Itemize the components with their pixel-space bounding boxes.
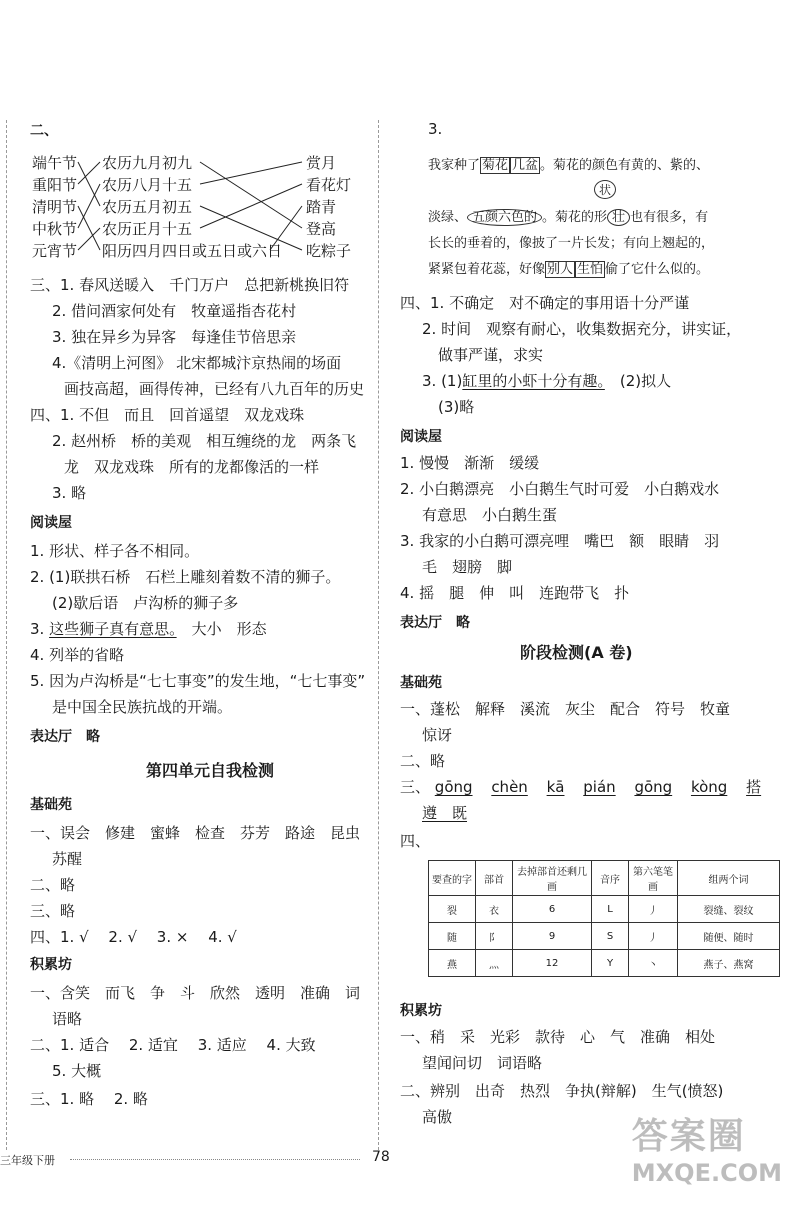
reading-r3 (30, 618, 267, 639)
reading-r4: 4. 列举的省略 (30, 646, 125, 664)
table-header-cell: 组两个词 (678, 861, 780, 896)
acc-q2a: 二、1. 适合 2. 适宜 3. 适应 4. 大致 (30, 1036, 316, 1054)
basics-heading-right: 基础苑 (400, 675, 442, 691)
r-s4-item3-pre: 3. (1) (422, 372, 463, 390)
r-reading-r2b: 有意思 小白鹅生蛋 (422, 506, 558, 524)
table-cell: L (592, 896, 629, 923)
pinyin-5: gōng (634, 778, 673, 796)
reading-r2a: 2. (1)联拱石桥 石栏上雕刻着数不清的狮子。 (30, 568, 341, 586)
match-left-2: 重阳节 (32, 176, 78, 194)
unit-q1a: 一、误会 修建 蜜蜂 检查 芬芳 路途 昆虫 (30, 824, 361, 842)
match-mid-3: 农历五月初五 (102, 198, 193, 216)
match-right-3: 踏青 (306, 198, 337, 216)
expression-hall-left: 表达厅 略 (30, 729, 100, 745)
r-reading-r2a: 2. 小白鹅漂亮 小白鹅生气时可爱 小白鹅戏水 (400, 480, 720, 498)
pinyin-2: chèn (491, 778, 528, 796)
page-number: 78 (372, 1149, 390, 1165)
passage-circle-zhuang: 壮 (607, 209, 630, 226)
passage-box-jipen: 几盆 (512, 158, 539, 173)
r-s4-item2b: 做事严谨，求实 (438, 346, 544, 364)
match-right-2: 看花灯 (306, 176, 352, 194)
passage-l1-pre: 我家种了 (428, 158, 481, 173)
passage-box-shengpa: 生怕 (577, 262, 604, 277)
section-2-heading: 二、 (30, 123, 58, 139)
match-right-1: 赏月 (306, 154, 337, 172)
reading-r2b: (2)歇后语 卢沟桥的狮子多 (52, 594, 239, 612)
unit-q4: 四、1. √ 2. √ 3. × 4. √ (30, 928, 237, 946)
passage-l2-post: 也有很多，有 (630, 210, 709, 225)
acc-q1a: 一、含笑 而飞 争 斗 欣然 透明 准确 词 (30, 984, 361, 1002)
stage-b4: 四、 (400, 832, 431, 850)
table-cell: 9 (513, 923, 592, 950)
s3-item4a: 4.《清明上河图》 北宋都城汴京热闹的场面 (52, 354, 342, 372)
match-left-4: 中秋节 (32, 220, 78, 238)
reading-r5b: 是中国全民族抗战的开端。 (52, 698, 233, 716)
table-header-cell: 要查的字 (429, 861, 476, 896)
pinyin-6: kòng (690, 778, 728, 796)
accumulation-heading-left: 积累坊 (30, 957, 72, 973)
unit-4-title: 第四单元自我检测 (146, 761, 275, 780)
table-row (429, 923, 780, 950)
q3-label: 3. (428, 120, 443, 138)
s4-item2b: 龙 双龙戏珠 所有的龙都像活的一样 (64, 458, 320, 476)
r-reading-r3a: 3. 我家的小白鹅可漂亮哩 嘴巴 额 眼睛 羽 (400, 532, 720, 550)
footer-grade: 三年级下册 (0, 1154, 55, 1167)
stage-b3-hanzi: 搭 (746, 778, 762, 796)
reading-r3-suffix: 大小 形态 (176, 620, 267, 638)
table-cell: Y (592, 950, 629, 977)
passage-l2-pre: 淡绿、 (428, 210, 468, 225)
reading-heading-left: 阅读屋 (30, 515, 72, 531)
r-s4-item3 (422, 370, 671, 391)
r-acc-k2a: 二、辨别 出奇 热烈 争执(辩解) 生气(愤怒) (400, 1082, 724, 1100)
expression-hall-right: 表达厅 略 (400, 615, 470, 631)
table-row (429, 950, 780, 977)
r-acc-k2b: 高傲 (422, 1108, 453, 1126)
r-s4-item3-post: (2)拟人 (604, 372, 672, 390)
r-acc-k1b: 望闻问切 词语略 (422, 1054, 543, 1072)
passage-line1 (428, 154, 709, 173)
passage-box-bieren: 别人 (547, 262, 574, 277)
table-cell: 6 (513, 896, 592, 923)
table-cell: 阝 (476, 923, 513, 950)
s3-item1: 三、1. 春风送暖入 千门万户 总把新桃换旧符 (30, 276, 350, 294)
table-cell: 丶 (629, 950, 678, 977)
pinyin-4: pián (583, 778, 616, 796)
center-divider-dash (378, 120, 379, 1150)
matching-lines (0, 0, 380, 270)
reading-heading-right: 阅读屋 (400, 429, 442, 445)
table-header-cell: 部首 (476, 861, 513, 896)
stage-b3-pre: 三、 (400, 778, 431, 796)
passage-line3: 长长的垂着的，像披了一片长发；有向上翘起的， (428, 236, 715, 251)
r-s4-item2a: 2. 时间 观察有耐心，收集数据充分，讲实证， (422, 320, 742, 338)
passage-l4-pre: 紧紧包着花蕊，好像 (428, 262, 546, 277)
unit-q3: 三、略 (30, 902, 76, 920)
stage-test-title: 阶段检测(A 卷) (520, 643, 633, 662)
match-right-4: 登高 (306, 220, 337, 238)
reading-r3-underlined: 这些狮子真有意思。 (49, 620, 177, 638)
s4-item1: 四、1. 不但 而且 回首遥望 双龙戏珠 (30, 406, 305, 424)
r-s4-item3-underlined: 缸里的小虾十分有趣。 (462, 372, 605, 390)
match-left-1: 端午节 (32, 154, 78, 172)
stage-b3b: 遵 既 (422, 804, 468, 822)
r-reading-r3b: 毛 翅膀 脚 (422, 558, 513, 576)
pinyin-1: gōng (434, 778, 473, 796)
watermark (632, 1108, 782, 1187)
s4-item3: 3. 略 (52, 484, 87, 502)
match-left-3: 清明节 (32, 198, 78, 216)
accumulation-heading-right: 积累坊 (400, 1003, 442, 1019)
table-cell: 随 (429, 923, 476, 950)
match-mid-4: 农历正月十五 (102, 220, 193, 238)
s4-item2a: 2. 赵州桥 桥的美观 相互缠绕的龙 两条飞 (52, 432, 357, 450)
table-cell: 燕子、燕窝 (678, 950, 780, 977)
passage-l1-post: 。菊花的颜色有黄的、紫的、 (540, 158, 710, 173)
match-mid-1: 农历九月初九 (102, 154, 193, 172)
passage-line2 (428, 206, 708, 225)
stage-b3 (400, 776, 761, 797)
passage-box-juhua: 菊花 (482, 158, 509, 173)
pinyin-3: kā (546, 778, 565, 796)
dictionary-table (428, 860, 780, 977)
match-left-5: 元宵节 (32, 242, 78, 260)
passage-l4-post: 偷了它什么似的。 (605, 262, 710, 277)
unit-q1b: 苏醒 (52, 850, 83, 868)
table-cell: 衣 (476, 896, 513, 923)
table-header-row (429, 861, 780, 896)
unit-q2: 二、略 (30, 876, 76, 894)
r-s4-item1: 四、1. 不确定 对不确定的事用语十分严谨 (400, 294, 690, 312)
stage-b1a: 一、蓬松 解释 溪流 灰尘 配合 符号 牧童 (400, 700, 731, 718)
stage-b2: 二、略 (400, 752, 446, 770)
match-right-5: 吃粽子 (306, 242, 352, 260)
acc-q3: 三、1. 略 2. 略 (30, 1090, 148, 1108)
reading-r3-prefix: 3. (30, 620, 50, 638)
s3-item2: 2. 借问酒家何处有 牧童遥指杏花村 (52, 302, 297, 320)
table-cell: 丿 (629, 896, 678, 923)
r-reading-r1: 1. 慢慢 渐渐 缓缓 (400, 454, 540, 472)
match-mid-2: 农历八月十五 (102, 176, 193, 194)
passage-circle-wuyan: 五颜六色的 (467, 209, 542, 226)
s3-item3: 3. 独在异乡为异客 每逢佳节倍思亲 (52, 328, 297, 346)
table-cell: 燕 (429, 950, 476, 977)
r-s4-item3b: (3)略 (438, 398, 475, 416)
table-cell: 裂 (429, 896, 476, 923)
acc-q1b: 语略 (52, 1010, 83, 1028)
correction-annotation: 状 (594, 180, 616, 199)
table-cell: 丿 (629, 923, 678, 950)
table-header-cell: 音序 (592, 861, 629, 896)
r-reading-r4: 4. 摇 腿 伸 叫 连跑带飞 扑 (400, 584, 630, 602)
footer-dotted-line (70, 1159, 360, 1160)
passage-line4 (428, 258, 709, 277)
s3-item4b: 画技高超，画得传神，已经有八九百年的历史 (64, 380, 365, 398)
match-mid-5: 阳历四月四日或五日或六日 (102, 242, 283, 260)
reading-r5a: 5. 因为卢沟桥是“七七事变”的发生地，“七七事变” (30, 672, 366, 690)
table-cell: 随便、随时 (678, 923, 780, 950)
table-header-cell: 第六笔笔画 (629, 861, 678, 896)
reading-r1: 1. 形状、样子各不相同。 (30, 542, 200, 560)
table-cell: 裂缝、裂纹 (678, 896, 780, 923)
passage-l2-mid: 。菊花的形 (542, 210, 608, 225)
table-cell: 12 (513, 950, 592, 977)
table-header-cell: 去掉部首还剩几画 (513, 861, 592, 896)
stage-b1b: 惊讶 (422, 726, 453, 744)
r-acc-k1a: 一、稍 采 光彩 款待 心 气 准确 相处 (400, 1028, 716, 1046)
acc-q2b: 5. 大概 (52, 1062, 102, 1080)
table-cell: S (592, 923, 629, 950)
left-binding-dash (6, 120, 7, 1150)
table-row (429, 896, 780, 923)
basics-heading-left: 基础苑 (30, 797, 72, 813)
table-cell: 灬 (476, 950, 513, 977)
watermark-url: MXQE.COM (631, 1159, 782, 1187)
watermark-logo-text: 答案圈 (631, 1116, 746, 1157)
